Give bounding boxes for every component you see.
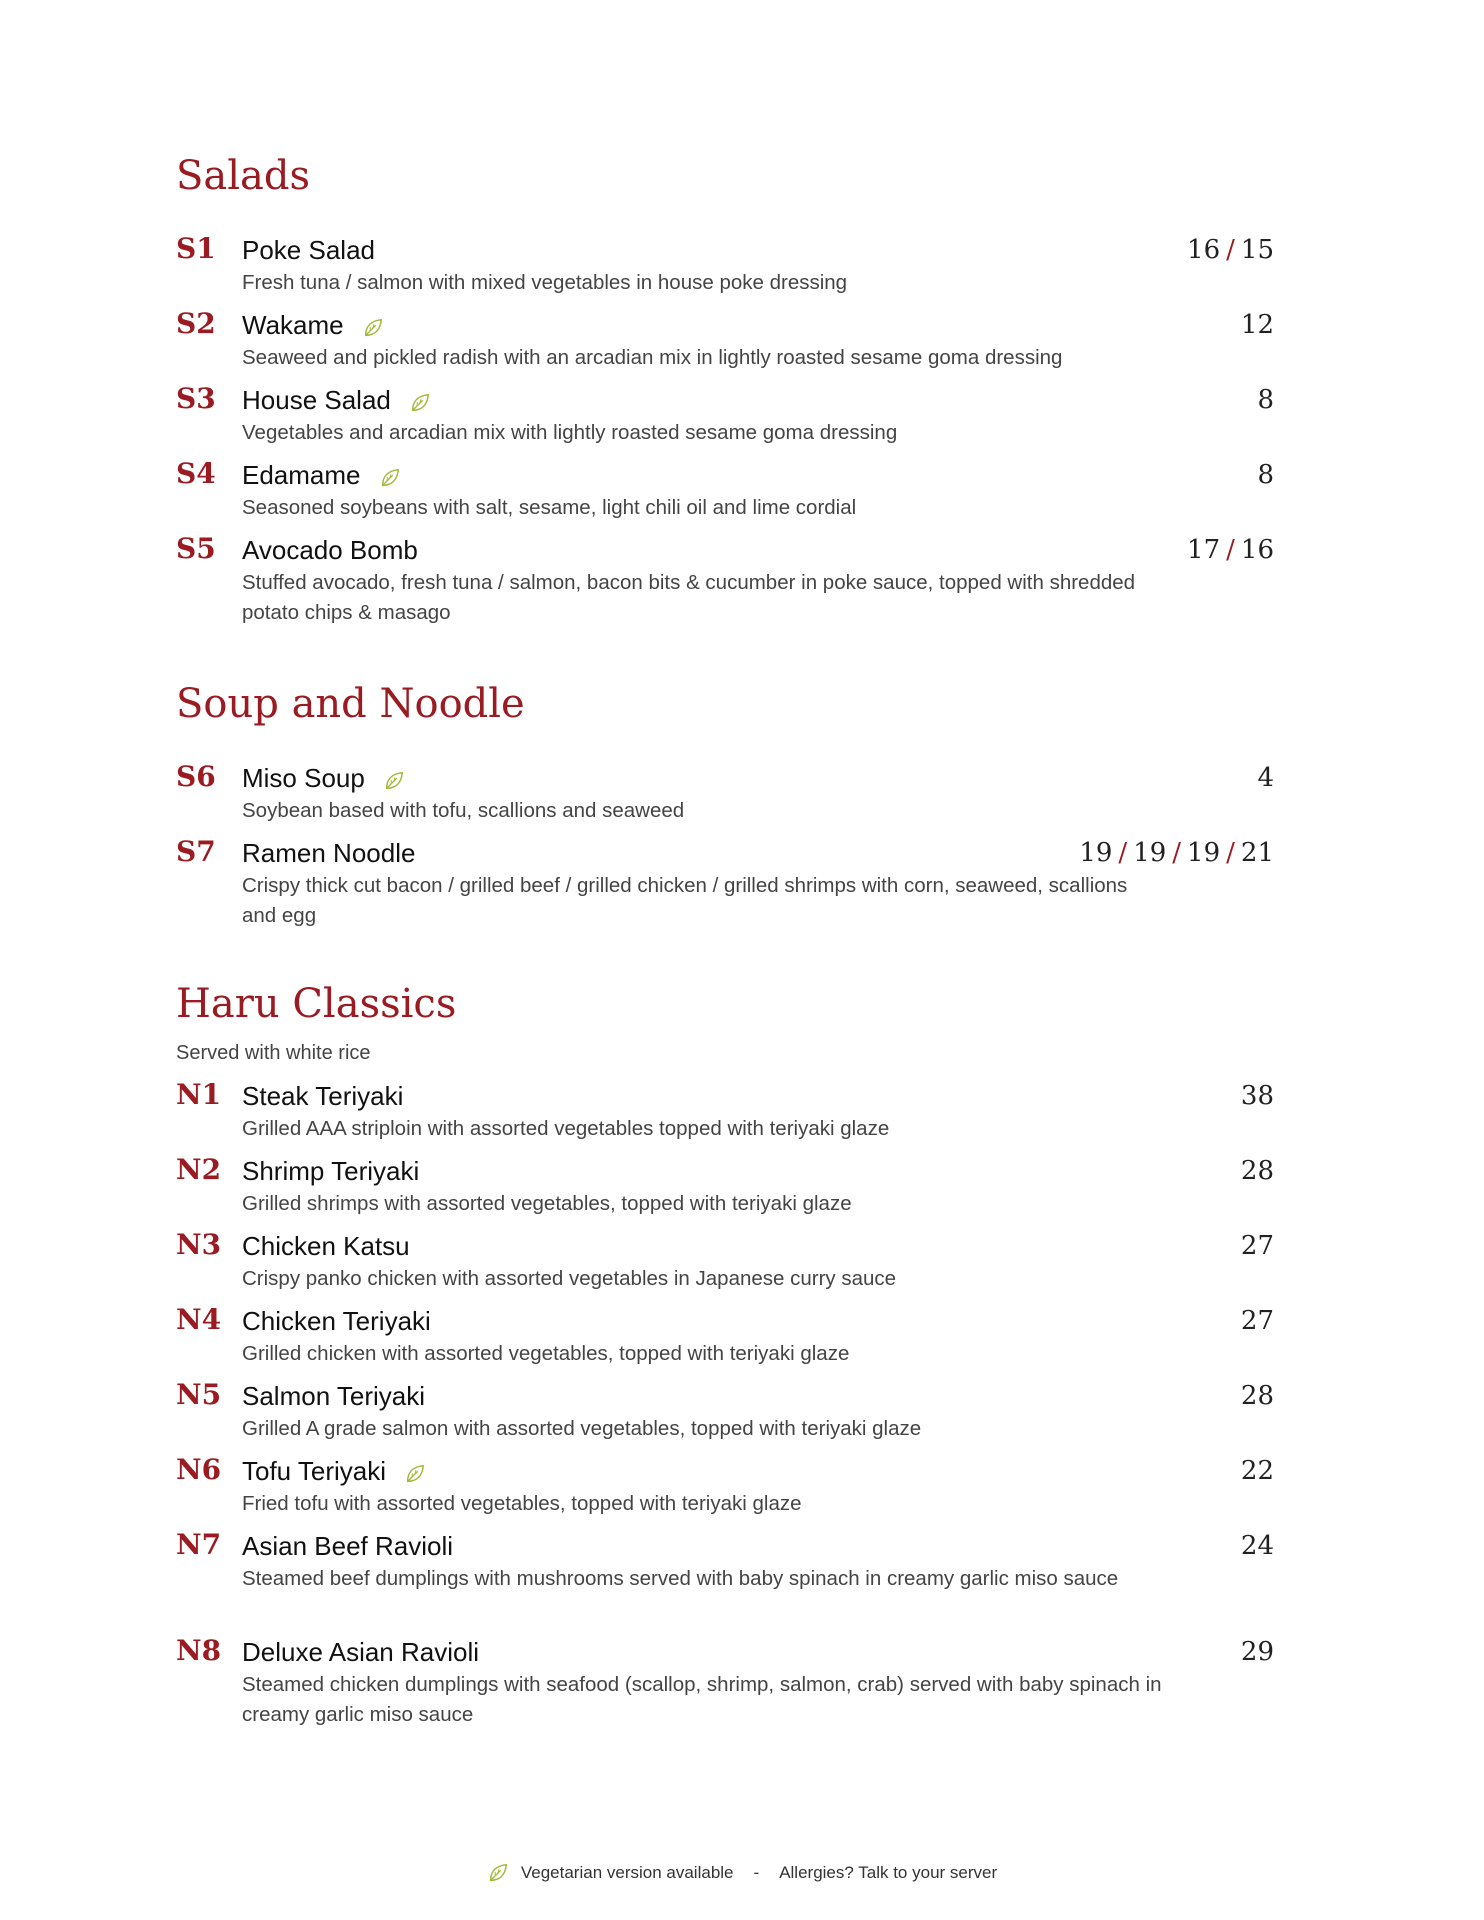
menu-item [176, 532, 1274, 638]
item-description: Steamed chicken dumplings with seafood (scallop, shrimp, salmon, crab) served with baby spinach in creamy garlic miso sauce [242, 1673, 1162, 1726]
item-name: Steak Teriyaki [242, 1081, 404, 1111]
price-value: 21 [1240, 838, 1274, 868]
section-haru-classics [176, 980, 1274, 1740]
item-name: Poke Salad [242, 235, 375, 265]
item-description: Crispy panko chicken with assorted vegetables in Japanese curry sauce [242, 1267, 897, 1290]
item-description: Crispy thick cut bacon / grilled beef / grilled chicken / grilled shrimps with corn, seaweed, scallions and egg [242, 874, 1128, 927]
item-name-wrap [242, 1230, 410, 1262]
item-description: Grilled AAA striploin with assorted vegetables topped with teriyaki glaze [242, 1117, 890, 1140]
leaf-icon [409, 389, 431, 411]
item-price [1257, 459, 1274, 491]
item-name-wrap [242, 1155, 419, 1187]
footer-veg-label: Vegetarian version available [520, 1863, 734, 1882]
item-name: Salmon Teriyaki [242, 1381, 426, 1411]
item-code: N6 [176, 1453, 222, 1486]
item-name: Asian Beef Ravioli [242, 1531, 453, 1561]
item-description: Soybean based with tofu, scallions and seaweed [242, 799, 685, 822]
menu-item [176, 1453, 1274, 1528]
price-value: 27 [1240, 1231, 1274, 1261]
item-code: N3 [176, 1228, 222, 1261]
section-note: Served with white rice [176, 1042, 371, 1064]
item-list [176, 1078, 1274, 1740]
item-list [176, 232, 1274, 638]
item-name: Chicken Teriyaki [242, 1306, 431, 1336]
leaf-icon [487, 1862, 509, 1884]
menu-item [176, 1078, 1274, 1153]
item-name-wrap [242, 309, 384, 341]
item-code: S1 [176, 232, 216, 265]
item-name: Tofu Teriyaki [242, 1456, 387, 1486]
item-description: Stuffed avocado, fresh tuna / salmon, bacon bits & cucumber in poke sauce, topped with shredded potato chips & masago [242, 571, 1136, 624]
item-name-wrap [242, 459, 401, 491]
price-value: 8 [1257, 460, 1274, 490]
price-value: 19 [1187, 838, 1221, 868]
item-description: Fried tofu with assorted vegetables, topped with teriyaki glaze [242, 1492, 802, 1515]
item-code: N7 [176, 1528, 222, 1561]
price-value: 16 [1187, 235, 1221, 265]
item-name: House Salad [242, 385, 391, 415]
item-price [1257, 384, 1274, 416]
item-price [1241, 1305, 1274, 1337]
item-code: S3 [176, 382, 216, 415]
item-code: S5 [176, 532, 216, 565]
price-value: 28 [1240, 1381, 1274, 1411]
menu-item [176, 307, 1274, 382]
item-description: Fresh tuna / salmon with mixed vegetables in house poke dressing [242, 271, 848, 294]
menu-item [176, 1528, 1274, 1634]
item-price [1241, 1636, 1274, 1668]
item-name-wrap [242, 837, 415, 869]
menu-item [176, 457, 1274, 532]
leaf-icon [404, 1460, 426, 1482]
price-value: 8 [1257, 385, 1274, 415]
leaf-icon [362, 314, 384, 336]
item-list [176, 760, 1274, 941]
item-description: Seasoned soybeans with salt, sesame, light chili oil and lime cordial [242, 496, 857, 519]
item-price [1257, 762, 1274, 794]
item-code: S4 [176, 457, 216, 490]
section-salads [176, 152, 1274, 638]
item-name-wrap [242, 534, 418, 566]
item-name-wrap [242, 1530, 453, 1562]
menu-item [176, 232, 1274, 307]
menu-item [176, 835, 1274, 941]
item-code: N8 [176, 1634, 222, 1667]
item-price [1187, 234, 1274, 266]
item-code: N5 [176, 1378, 222, 1411]
item-name: Edamame [242, 460, 361, 490]
item-name-wrap [242, 1080, 403, 1112]
menu-item [176, 1303, 1274, 1378]
item-description: Grilled shrimps with assorted vegetables, topped with teriyaki glaze [242, 1192, 852, 1215]
menu-item [176, 1378, 1274, 1453]
item-name-wrap [242, 1455, 426, 1487]
item-code: S7 [176, 835, 216, 868]
item-name: Shrimp Teriyaki [242, 1156, 420, 1186]
section-title: Soup and Noodle [176, 681, 525, 727]
price-value: 24 [1240, 1531, 1274, 1561]
menu-item [176, 760, 1274, 835]
item-price [1241, 1530, 1274, 1562]
price-value: 28 [1240, 1156, 1274, 1186]
price-separator: / [1226, 535, 1235, 565]
section-soup-noodle [176, 680, 1274, 941]
item-price [1241, 1230, 1274, 1262]
item-name-wrap [242, 762, 405, 794]
item-code: N4 [176, 1303, 222, 1336]
footer-separator: - [753, 1863, 760, 1882]
item-name-wrap [242, 1636, 479, 1668]
item-name-wrap [242, 1380, 425, 1412]
item-name-wrap [242, 1305, 431, 1337]
item-description: Vegetables and arcadian mix with lightly roasted sesame goma dressing [242, 421, 898, 444]
item-price [1241, 1155, 1274, 1187]
price-value: 15 [1240, 235, 1274, 265]
price-value: 16 [1240, 535, 1274, 565]
price-value: 19 [1079, 838, 1113, 868]
price-value: 17 [1187, 535, 1221, 565]
menu-item [176, 1634, 1274, 1740]
price-value: 27 [1240, 1306, 1274, 1336]
item-name-wrap [242, 384, 431, 416]
item-code: N1 [176, 1078, 222, 1111]
price-value: 38 [1240, 1081, 1274, 1111]
price-separator: / [1118, 838, 1128, 868]
item-name: Avocado Bomb [242, 535, 418, 565]
item-name: Chicken Katsu [242, 1231, 410, 1261]
item-price [1241, 1380, 1274, 1412]
item-price [1241, 1080, 1274, 1112]
item-description: Steamed beef dumplings with mushrooms served with baby spinach in creamy garlic miso sauce [242, 1567, 1119, 1590]
item-price [1079, 837, 1274, 869]
item-code: S6 [176, 760, 216, 793]
footer-allergy-note: Allergies? Talk to your server [779, 1863, 998, 1882]
section-title: Haru Classics [176, 981, 457, 1027]
item-description: Grilled A grade salmon with assorted vegetables, topped with teriyaki glaze [242, 1417, 922, 1440]
item-name: Deluxe Asian Ravioli [242, 1637, 480, 1667]
item-code: N2 [176, 1153, 222, 1186]
price-value: 29 [1240, 1637, 1274, 1667]
item-price [1241, 309, 1274, 341]
item-name: Wakame [242, 310, 344, 340]
price-separator: / [1172, 838, 1182, 868]
leaf-icon [383, 767, 405, 789]
item-name: Ramen Noodle [242, 838, 416, 868]
menu-item [176, 1153, 1274, 1228]
item-code: S2 [176, 307, 216, 340]
price-value: 22 [1240, 1456, 1274, 1486]
menu-item [176, 1228, 1274, 1303]
price-value: 4 [1257, 763, 1274, 793]
price-value: 12 [1240, 310, 1274, 340]
section-title: Salads [176, 153, 311, 199]
item-description: Seaweed and pickled radish with an arcadian mix in lightly roasted sesame goma dressing [242, 346, 1063, 369]
item-name: Miso Soup [242, 763, 365, 793]
price-value: 19 [1133, 838, 1167, 868]
item-price [1187, 534, 1274, 566]
leaf-icon [379, 464, 401, 486]
price-separator: / [1226, 235, 1235, 265]
menu-item [176, 382, 1274, 457]
item-price [1241, 1455, 1274, 1487]
footer [0, 1862, 1484, 1884]
item-description: Grilled chicken with assorted vegetables, topped with teriyaki glaze [242, 1342, 850, 1365]
item-name-wrap [242, 234, 375, 266]
price-separator: / [1226, 838, 1235, 868]
